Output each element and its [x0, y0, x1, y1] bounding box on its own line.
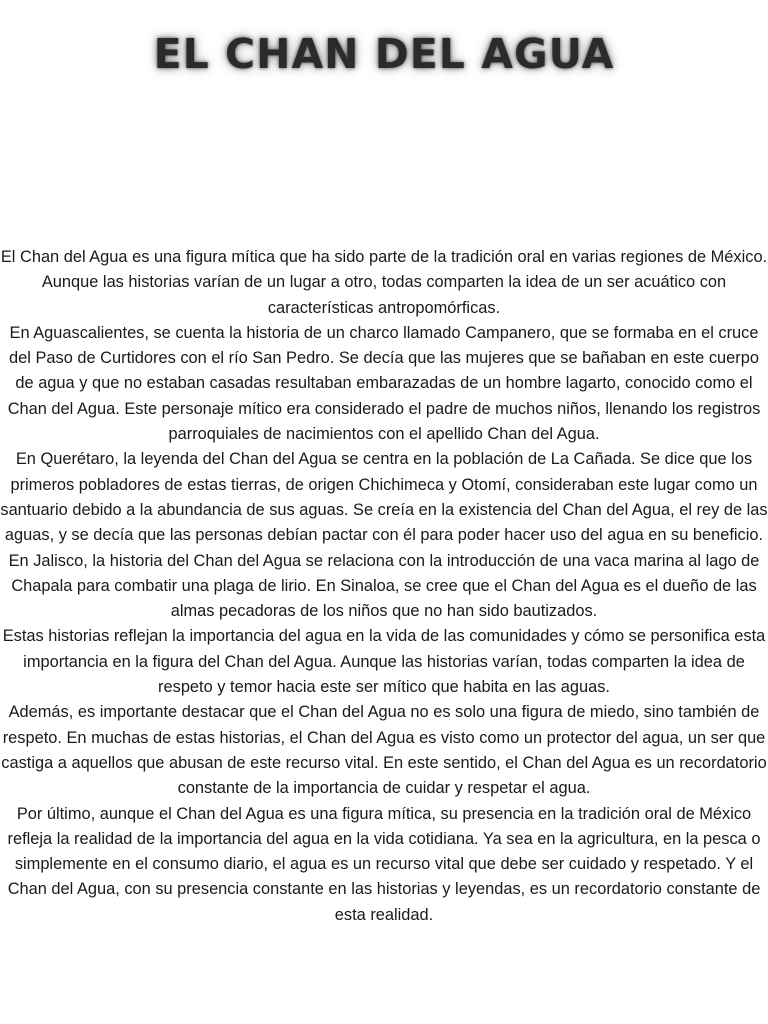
- paragraph-reflection: Estas historias reflejan la importancia del agua en la vida de las comunidades y cómo se personifica esta importancia en la figura del Chan del Agua. Aunque las historias varían, todas comparten la idea de respeto y temor hacia este ser mítico que habita en las aguas.: [2, 627, 766, 697]
- paragraph-intro: El Chan del Agua es una figura mítica que ha sido parte de la tradición oral en varias regiones de México. Aunque las historias varían de un lugar a otro, todas comparten la idea de un ser acuático con características antropomórficas.: [0, 248, 768, 317]
- paragraph-queretaro: En Querétaro, la leyenda del Chan del Agua se centra en la población de La Cañada. Se dice que los primeros pobladores de estas tierras, de origen Chichimeca y Otomí, consideraban este lugar como un santuario debido a la abundancia de sus aguas. Se creía en la existencia del Chan del Agua, el rey de las aguas, y se decía que las personas debían pactar con él para poder hacer uso del agua en su beneficio.: [0, 450, 768, 545]
- paragraph-respect: Además, es importante destacar que el Chan del Agua no es solo una figura de miedo, sino también de respeto. En muchas de estas historias, el Chan del Agua es visto como un protector del agua, un ser que castiga a aquellos que abusan de este recurso vital. En este sentido, el Chan del Agua es un recordatorio constante de la importancia de cuidar y respetar el agua.: [1, 703, 767, 798]
- document-title: EL CHAN DEL AGUA: [153, 30, 615, 78]
- paragraph-conclusion: Por último, aunque el Chan del Agua es una figura mítica, su presencia en la tradición oral de México refleja la realidad de la importancia del agua en la vida cotidiana. Ya sea en la agricultura, en la pesca o simplemente en el consumo diario, el agua es un recurso vital que debe ser cuidado y respetado. Y el Chan del Agua, con su presencia constante en las historias y leyendas, es un recordatorio constante de esta realidad.: [7, 804, 761, 924]
- document-body: [0, 245, 768, 928]
- paragraph-aguascalientes: En Aguascalientes, se cuenta la historia de un charco llamado Campanero, que se formaba en el cruce del Paso de Curtidores con el río San Pedro. Se decía que las mujeres que se bañaban en este cuerpo de agua y que no estaban casadas resultaban embarazadas de un hombre lagarto, conocido como el Chan del Agua. Este personaje mítico era considerado el padre de muchos niños, llenando los registros parroquiales de nacimientos con el apellido Chan del Agua.: [7, 323, 761, 444]
- paragraph-jalisco-sinaloa: En Jalisco, la historia del Chan del Agua se relaciona con la introducción de una vaca marina al lago de Chapala para combatir una plaga de lirio. En Sinaloa, se cree que el Chan del Agua es el dueño de las almas pecadoras de los niños que no han sido bautizados.: [8, 551, 760, 621]
